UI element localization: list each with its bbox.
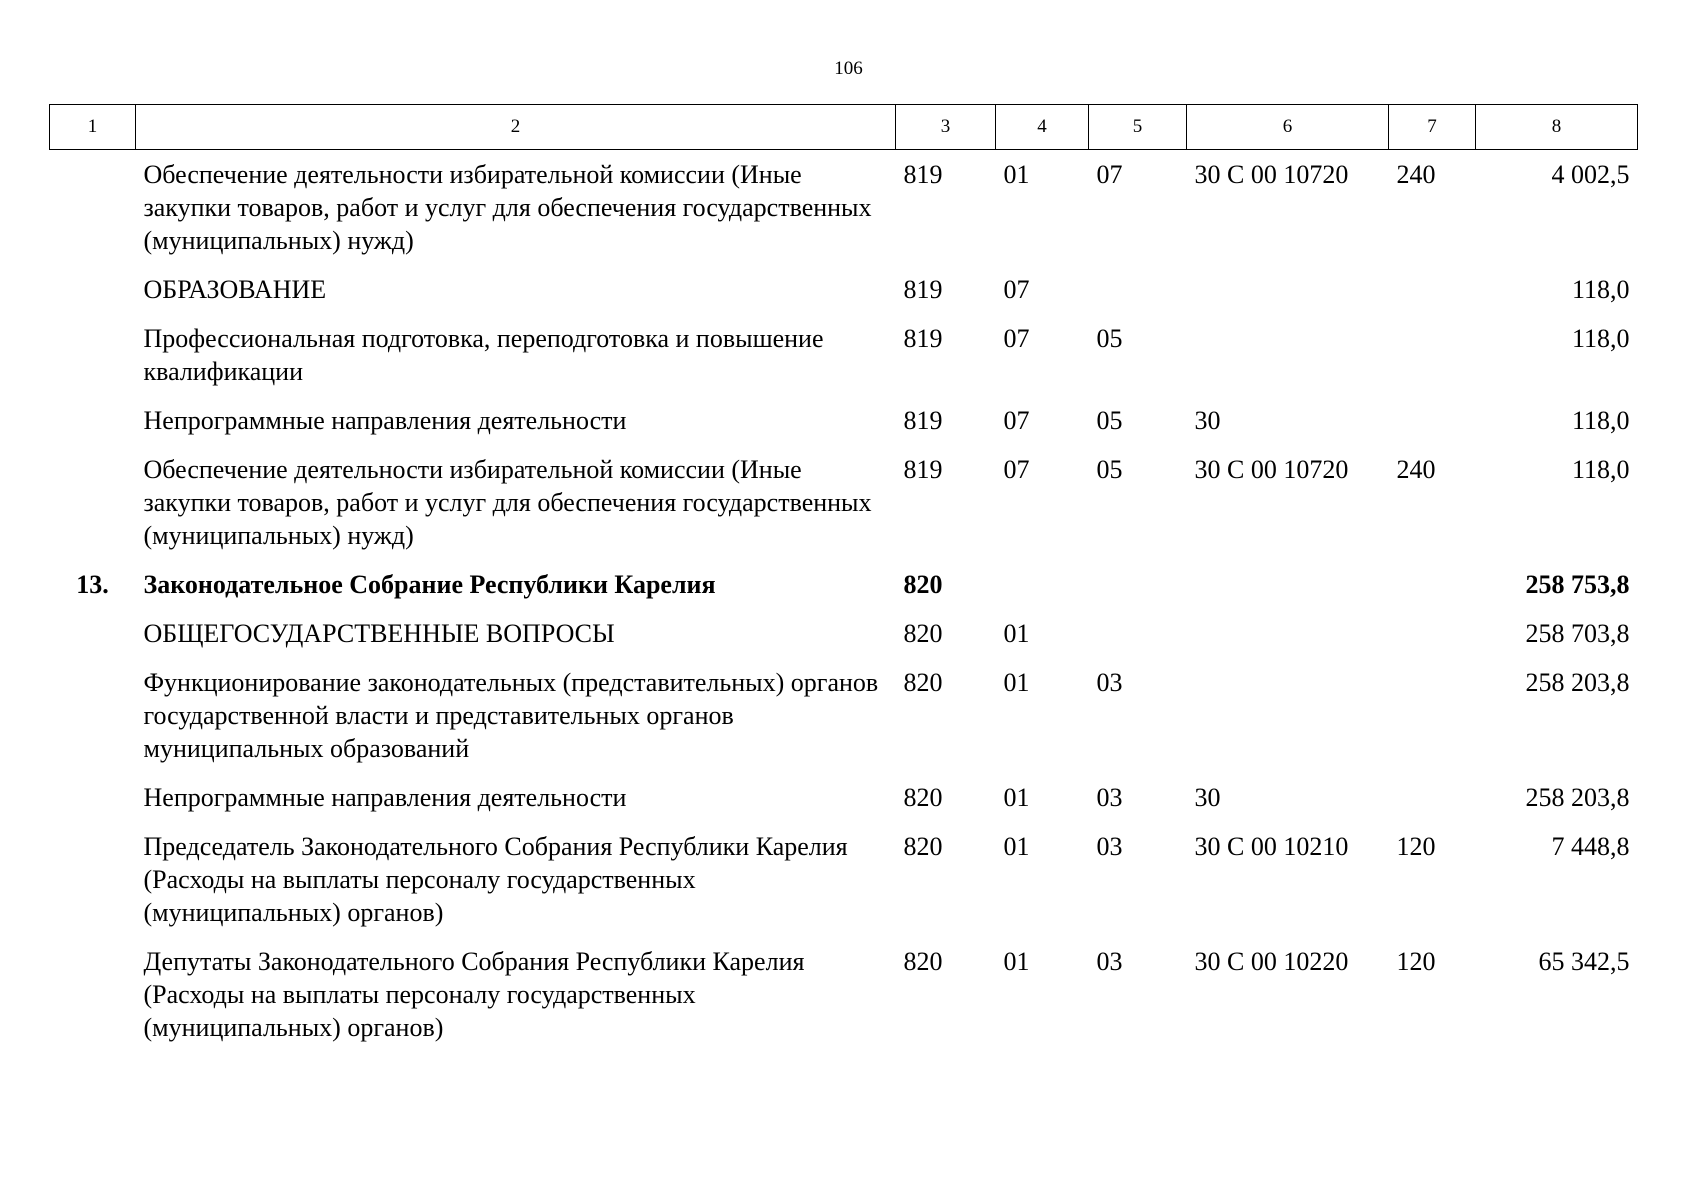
row-section-code: 07 <box>1003 275 1030 304</box>
table-row <box>50 945 1638 1060</box>
row-name: Законодательное Собрание Республики Карелия <box>143 570 716 599</box>
row-subsection-code <box>1089 273 1187 322</box>
row-target-article: 30 С 00 10210 <box>1194 832 1349 861</box>
row-number <box>50 404 136 453</box>
row-subsection-code: 03 <box>1096 832 1123 861</box>
table-row <box>50 830 1638 945</box>
header-col-3: 3 <box>896 105 996 150</box>
table-row <box>50 453 1638 568</box>
header-col-8: 8 <box>1476 105 1638 150</box>
row-subsection-code: 03 <box>1096 668 1123 697</box>
row-subsection-code: 07 <box>1096 160 1123 189</box>
budget-table <box>49 104 1638 1060</box>
row-target-article <box>1187 322 1389 404</box>
row-target-article <box>1187 568 1389 617</box>
table-row <box>50 273 1638 322</box>
row-expense-type <box>1389 781 1476 830</box>
table-row <box>50 568 1638 617</box>
row-name: Функционирование законодательных (представительных) органов государственной власти и представительных органов муниципальных образований <box>143 668 879 763</box>
row-subsection-code: 03 <box>1096 783 1123 812</box>
row-ved-code: 820 <box>903 783 943 812</box>
row-number <box>50 617 136 666</box>
row-target-article <box>1187 273 1389 322</box>
row-expense-type: 240 <box>1396 455 1436 484</box>
page-number: 106 <box>834 58 863 79</box>
row-name: Обеспечение деятельности избирательной комиссии (Иные закупки товаров, работ и услуг для обеспечения государственных (муниципальных) нужд) <box>143 455 872 550</box>
row-target-article <box>1187 617 1389 666</box>
row-target-article <box>1187 666 1389 781</box>
row-section-code: 01 <box>1003 668 1030 697</box>
row-section-code: 01 <box>1003 947 1030 976</box>
row-amount: 118,0 <box>1571 275 1630 304</box>
row-name: Профессиональная подготовка, переподготовка и повышение квалификации <box>143 324 824 386</box>
row-number <box>50 830 136 945</box>
row-target-article: 30 <box>1194 783 1221 812</box>
row-number <box>50 666 136 781</box>
table-row <box>50 666 1638 781</box>
header-col-1: 1 <box>50 105 136 150</box>
row-ved-code: 819 <box>903 160 943 189</box>
row-amount: 258 703,8 <box>1525 619 1630 648</box>
row-amount: 7 448,8 <box>1551 832 1630 861</box>
row-amount: 4 002,5 <box>1551 160 1630 189</box>
row-subsection-code: 05 <box>1096 406 1123 435</box>
header-col-4: 4 <box>996 105 1089 150</box>
row-section-code: 01 <box>1003 160 1030 189</box>
row-section-code: 07 <box>1003 406 1030 435</box>
row-subsection-code <box>1089 568 1187 617</box>
row-expense-type <box>1389 568 1476 617</box>
row-subsection-code: 05 <box>1096 324 1123 353</box>
header-col-7: 7 <box>1389 105 1476 150</box>
row-ved-code: 820 <box>903 947 943 976</box>
row-amount: 118,0 <box>1571 406 1630 435</box>
row-expense-type <box>1389 273 1476 322</box>
table-row <box>50 322 1638 404</box>
table-body <box>50 150 1638 1061</box>
row-number <box>50 322 136 404</box>
row-name: Непрограммные направления деятельности <box>143 406 627 435</box>
row-number <box>50 781 136 830</box>
row-ved-code: 819 <box>903 406 943 435</box>
row-number <box>50 453 136 568</box>
header-col-6: 6 <box>1187 105 1389 150</box>
row-ved-code: 820 <box>903 668 943 697</box>
row-subsection-code <box>1089 617 1187 666</box>
row-section-code <box>996 568 1089 617</box>
row-target-article: 30 <box>1194 406 1221 435</box>
table-row <box>50 781 1638 830</box>
row-section-code: 01 <box>1003 832 1030 861</box>
row-amount: 258 203,8 <box>1525 783 1630 812</box>
row-subsection-code: 03 <box>1096 947 1123 976</box>
table-row <box>50 150 1638 274</box>
row-expense-type: 120 <box>1396 947 1436 976</box>
row-target-article: 30 С 00 10720 <box>1194 455 1349 484</box>
row-number <box>50 273 136 322</box>
row-section-code: 07 <box>1003 324 1030 353</box>
row-name: Непрограммные направления деятельности <box>143 783 627 812</box>
row-expense-type: 120 <box>1396 832 1436 861</box>
row-number <box>50 945 136 1060</box>
row-amount: 118,0 <box>1571 324 1630 353</box>
row-expense-type: 240 <box>1396 160 1436 189</box>
row-ved-code: 819 <box>903 455 943 484</box>
row-section-code: 01 <box>1003 619 1030 648</box>
header-col-2: 2 <box>136 105 896 150</box>
row-target-article: 30 С 00 10720 <box>1194 160 1349 189</box>
row-ved-code: 820 <box>903 619 943 648</box>
row-name: Обеспечение деятельности избирательной комиссии (Иные закупки товаров, работ и услуг для обеспечения государственных (муниципальных) нужд) <box>143 160 872 255</box>
header-row <box>50 105 1638 150</box>
row-section-code: 07 <box>1003 455 1030 484</box>
row-section-code: 01 <box>1003 783 1030 812</box>
row-name: ОБРАЗОВАНИЕ <box>143 275 327 304</box>
row-ved-code: 820 <box>903 832 943 861</box>
row-amount: 65 342,5 <box>1538 947 1630 976</box>
row-name: Депутаты Законодательного Собрания Республики Карелия (Расходы на выплаты персоналу государственных (муниципальных) органов) <box>143 947 805 1042</box>
row-name: ОБЩЕГОСУДАРСТВЕННЫЕ ВОПРОСЫ <box>143 619 615 648</box>
row-name: Председатель Законодательного Собрания Республики Карелия (Расходы на выплаты персоналу государственных (муниципальных) органов) <box>143 832 848 927</box>
row-number: 13. <box>76 570 109 599</box>
row-amount: 258 203,8 <box>1525 668 1630 697</box>
header-col-5: 5 <box>1089 105 1187 150</box>
row-ved-code: 819 <box>903 324 943 353</box>
row-ved-code: 820 <box>903 570 943 599</box>
row-amount: 118,0 <box>1571 455 1630 484</box>
row-number <box>50 150 136 274</box>
row-expense-type <box>1389 666 1476 781</box>
row-ved-code: 819 <box>903 275 943 304</box>
row-subsection-code: 05 <box>1096 455 1123 484</box>
row-expense-type <box>1389 404 1476 453</box>
row-expense-type <box>1389 617 1476 666</box>
table-row <box>50 404 1638 453</box>
row-amount: 258 753,8 <box>1525 570 1630 599</box>
table-row <box>50 617 1638 666</box>
row-expense-type <box>1389 322 1476 404</box>
row-target-article: 30 С 00 10220 <box>1194 947 1349 976</box>
